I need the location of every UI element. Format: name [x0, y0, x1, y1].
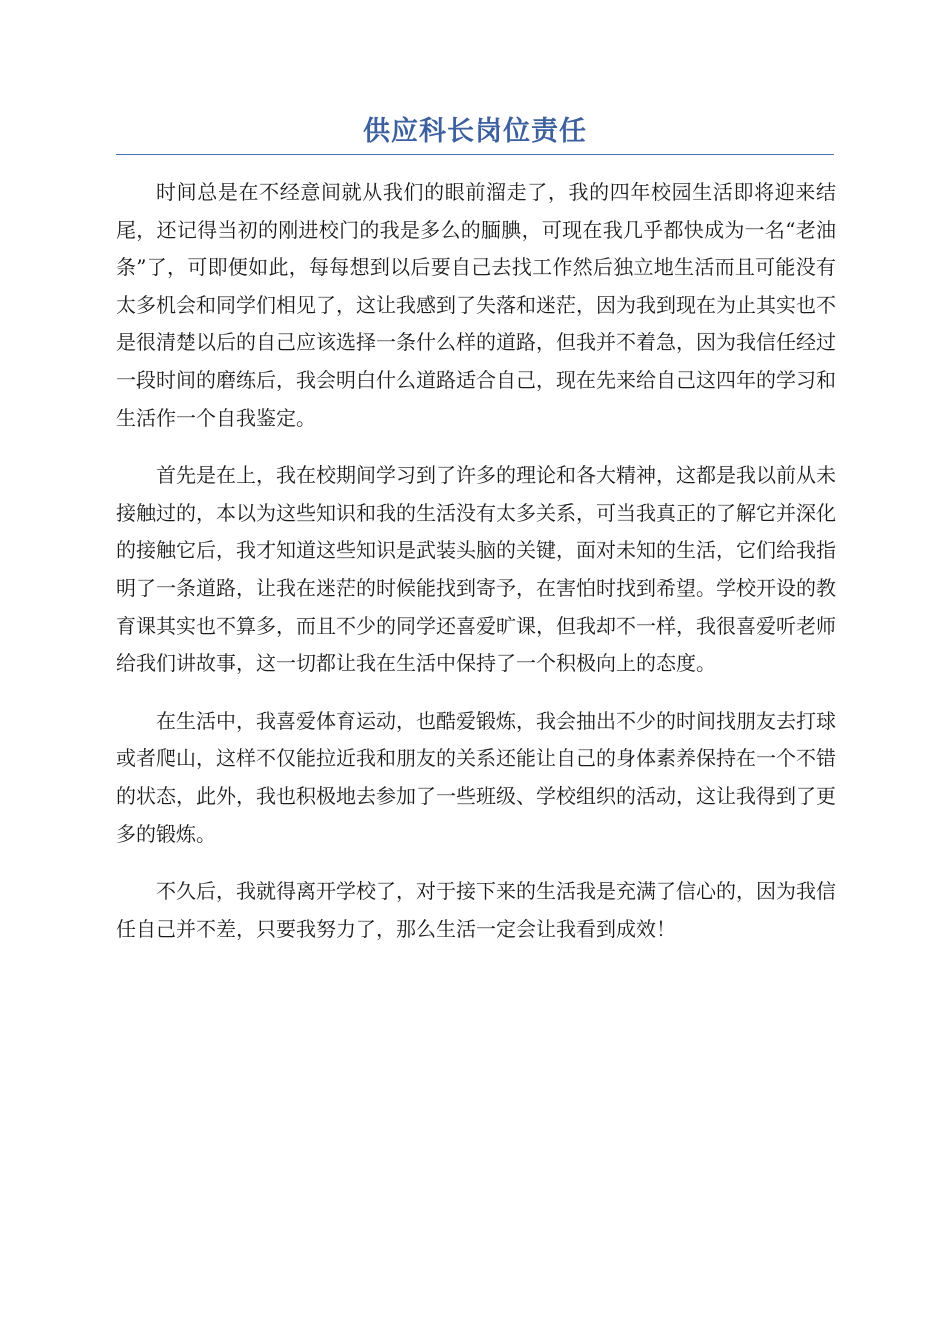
paragraph-2: 首先是在上，我在校期间学习到了许多的理论和各大精神，这都是我以前从未接触过的，本以为这些知识和我的生活没有太多关系，可当我真正的了解它并深化的接触它后，我才知道这些知识是武装头脑的关键，面对未知的生活，它们给我指明了一条道路，让我在迷茫的时候能找到寄予，在害怕时找到希望。学校开设的教育课其实也不算多，而且不少的同学还喜爱旷课，但我却不一样，我很喜爱听老师给我们讲故事，这一切都让我在生活中保持了一个积极向上的态度。 — [116, 463, 836, 676]
paragraph-1: 时间总是在不经意间就从我们的眼前溜走了，我的四年校园生活即将迎来结尾，还记得当初的刚进校门的我是多么的腼腆，可现在我几乎都快成为一名“老油条”了，可即便如此，每每想到以后要自己去找工作然后独立地生活而且可能没有太多机会和同学们相见了，这让我感到了失落和迷茫，因为我到现在为止其实也不是很清楚以后的自己应该选择一条什么样的道路，但我并不着急，因为我信任经过一段时间的磨练后，我会明白什么道路适合自己，现在先来给自己这四年的学习和生活作一个自我鉴定。 — [116, 180, 836, 430]
document-body — [116, 174, 836, 968]
paragraph-3: 在生活中，我喜爱体育运动，也酷爱锻炼，我会抽出不少的时间找朋友去打球或者爬山，这样不仅能拉近我和朋友的关系还能让自己的身体素养保持在一个不错的状态，此外，我也积极地去参加了一些班级、学校组织的活动，这让我得到了更多的锻炼。 — [116, 708, 836, 846]
title-underline — [116, 154, 834, 155]
document-title: 供应科长岗位责任 — [363, 116, 587, 147]
paragraph-4: 不久后，我就得离开学校了，对于接下来的生活我是充满了信心的，因为我信任自己并不差，只要我努力了，那么生活一定会让我看到成效！ — [116, 879, 836, 941]
